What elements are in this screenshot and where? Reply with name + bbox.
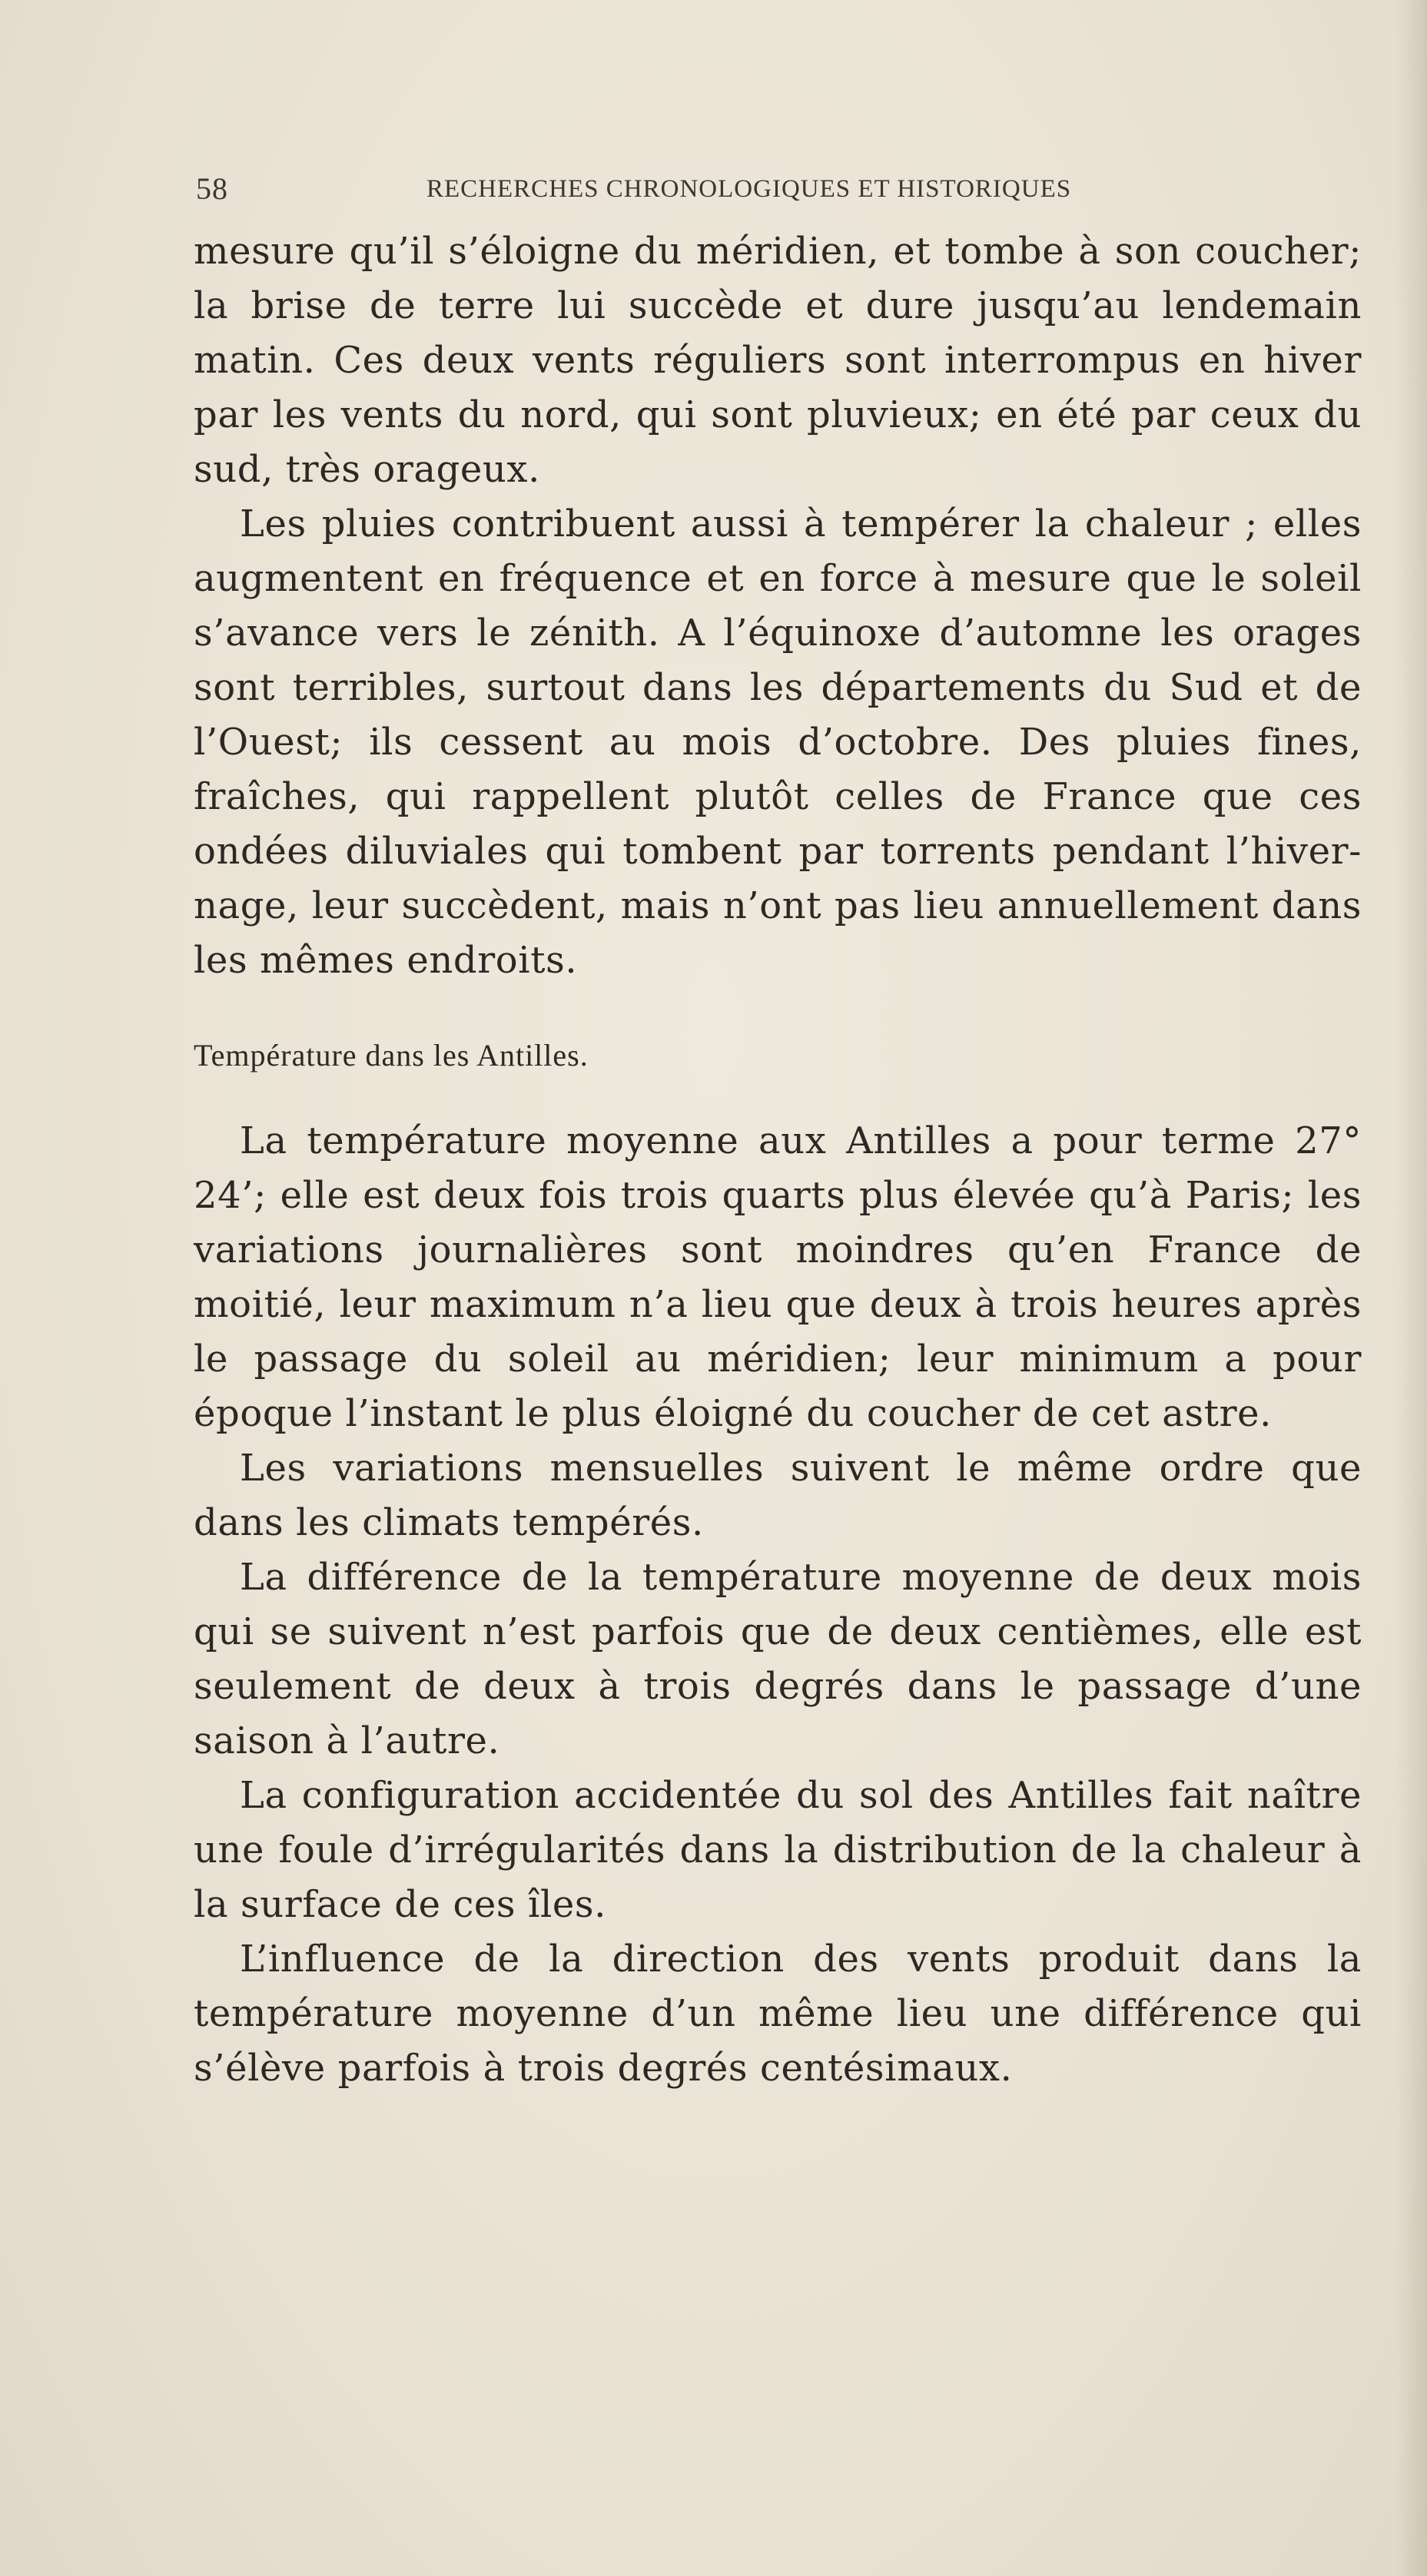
section-heading: Température dans les Antilles. <box>194 1038 589 1073</box>
paragraph-mean-temperature: La température moyenne aux Antilles a pour terme 27° 24’; elle est deux fois trois quarts plus élevée qu’à Paris; les variations journalières sont moindres qu’en France de moitié, leur maximum n’a lieu que deux à trois heures après le passage du soleil au méridien; leur minimum a pour époque l’instant le plus éloigné du coucher de cet astre. <box>194 1119 1362 1435</box>
running-title: RECHERCHES CHRONOLOGIQUES ET HISTORIQUES <box>426 175 1072 203</box>
paragraph-rains: Les pluies contribuent aussi à tempérer la chaleur ; elles augmentent en fréquence et en force à mesure que le soleil s’avance vers le zénith. A l’équinoxe d’automne les orages sont terribles, surtout dans les départements du Sud et de l’Ouest; ils cessent au mois d’octobre. Des pluies fines, fraîches, qui rappellent plutôt celles de France que ces ondées diluviales qui tombent par torrents pendant l’hiver-nage, leur succèdent, mais n’ont pas lieu annuellement dans les mêmes endroits. <box>194 502 1362 982</box>
page-edge-shadow <box>1396 0 1427 2576</box>
paragraph-monthly-variations: Les variations mensuelles suivent le même ordre que dans les climats tempérés. <box>194 1447 1362 1544</box>
body-text <box>194 224 1362 2096</box>
paragraph-difference: La différence de la température moyenne de deux mois qui se suivent n’est parfois que de deux centièmes, elle est seulement de deux à trois degrés dans le passage d’une saison à l’autre. <box>194 1556 1362 1762</box>
paragraph-configuration: La configuration accidentée du sol des Antilles fait naître une foule d’irrégularités dans la distribution de la chaleur à la surface de ces îles. <box>194 1774 1362 1926</box>
paragraph-continued: mesure qu’il s’éloigne du méridien, et tombe à son coucher; la brise de terre lui succède et dure jusqu’au lendemain matin. Ces deux vents réguliers sont interrompus en hiver par les vents du nord, qui sont pluvieux; en été par ceux du sud, très orageux. <box>194 230 1362 491</box>
page-number: 58 <box>196 171 228 206</box>
running-header <box>196 171 1195 206</box>
paragraph-winds: L’influence de la direction des vents produit dans la température moyenne d’un même lieu une différence qui s’élève parfois à trois degrés centésimaux. <box>194 1938 1362 2090</box>
